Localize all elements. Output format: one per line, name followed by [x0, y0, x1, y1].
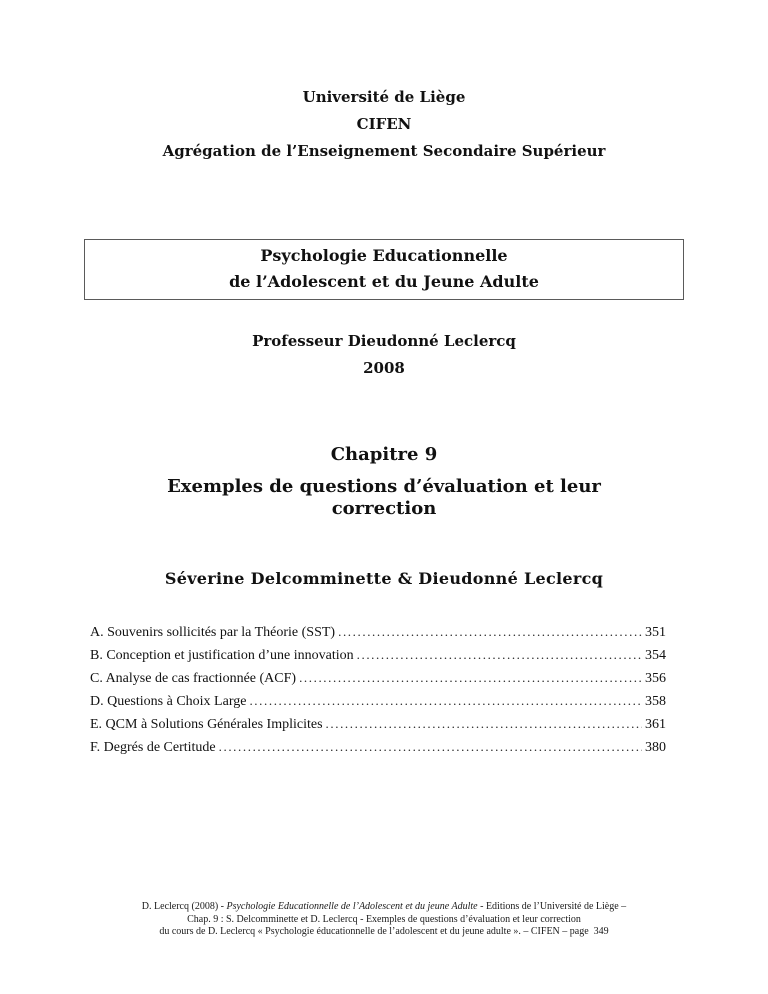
institution-name: Université de Liège — [302, 88, 466, 106]
toc-entry-page-number: 380 — [645, 740, 666, 755]
publication-year: 2008 — [363, 359, 405, 377]
course-title-line2: de l’Adolescent et du Jeune Adulte — [229, 272, 539, 291]
toc-entry-label: C. Analyse de cas fractionnée (ACF) — [90, 671, 297, 686]
footer-citation-line2: Chap. 9 : S. Delcomminette et D. Leclercq - Exemples de questions d’évaluation et leur correction — [187, 913, 581, 925]
toc-dot-leader — [326, 716, 642, 733]
toc-entry-label: F. Degrés de Certitude — [90, 740, 216, 755]
course-title-line1: Psychologie Educationnelle — [260, 246, 508, 265]
chapter-number: Chapitre 9 — [330, 444, 438, 465]
page-footer — [0, 901, 768, 939]
footer-citation-line1 — [0, 901, 768, 914]
footer-citation-line3: du cours de D. Leclercq « Psychologie éducationnelle de l’adolescent et du jeune adulte ». – CIFEN – page 349 — [159, 926, 609, 937]
toc-entry-page-number: 361 — [645, 717, 666, 732]
toc-entry-label: D. Questions à Choix Large — [90, 694, 247, 709]
toc-entry-label: A. Souvenirs sollicités par la Théorie (SST) — [90, 625, 336, 640]
professor-block — [0, 328, 768, 382]
toc-entry — [90, 670, 666, 693]
institution-header — [0, 84, 768, 165]
toc-dot-leader — [219, 739, 642, 756]
footer-citation-suffix: - Editions de l’Université de Liège – — [477, 901, 627, 912]
course-title-box — [84, 239, 684, 300]
chapter-title: Exemples de questions d’évaluation et leur correction — [167, 476, 601, 519]
toc-entry — [90, 624, 666, 647]
toc-entry-label: B. Conception et justification d’une innovation — [90, 648, 354, 663]
toc-entry-label: E. QCM à Solutions Générales Implicites — [90, 717, 323, 732]
toc-dot-leader — [299, 670, 642, 687]
toc-dot-leader — [338, 624, 642, 641]
authors-line: Séverine Delcomminette & Dieudonné Leclercq — [164, 569, 604, 588]
chapter-heading — [0, 443, 768, 520]
toc-entry-page-number: 354 — [645, 648, 666, 663]
toc-entry — [90, 693, 666, 716]
toc-entry — [90, 647, 666, 670]
toc-entry-page-number: 351 — [645, 625, 666, 640]
institution-program: Agrégation de l’Enseignement Secondaire Supérieur — [162, 142, 606, 160]
table-of-contents — [90, 624, 666, 762]
professor-name: Professeur Dieudonné Leclercq — [252, 332, 516, 350]
footer-citation-prefix: D. Leclercq (2008) - — [141, 901, 227, 912]
footer-book-title: Psychologie Educationnelle de l’Adolescent et du jeune Adulte — [226, 901, 478, 912]
toc-dot-leader — [357, 647, 642, 664]
toc-entry-page-number: 356 — [645, 671, 666, 686]
toc-dot-leader — [249, 693, 642, 710]
institution-department: CIFEN — [356, 115, 412, 133]
toc-entry-page-number: 358 — [645, 694, 666, 709]
toc-entry — [90, 739, 666, 762]
toc-entry — [90, 716, 666, 739]
